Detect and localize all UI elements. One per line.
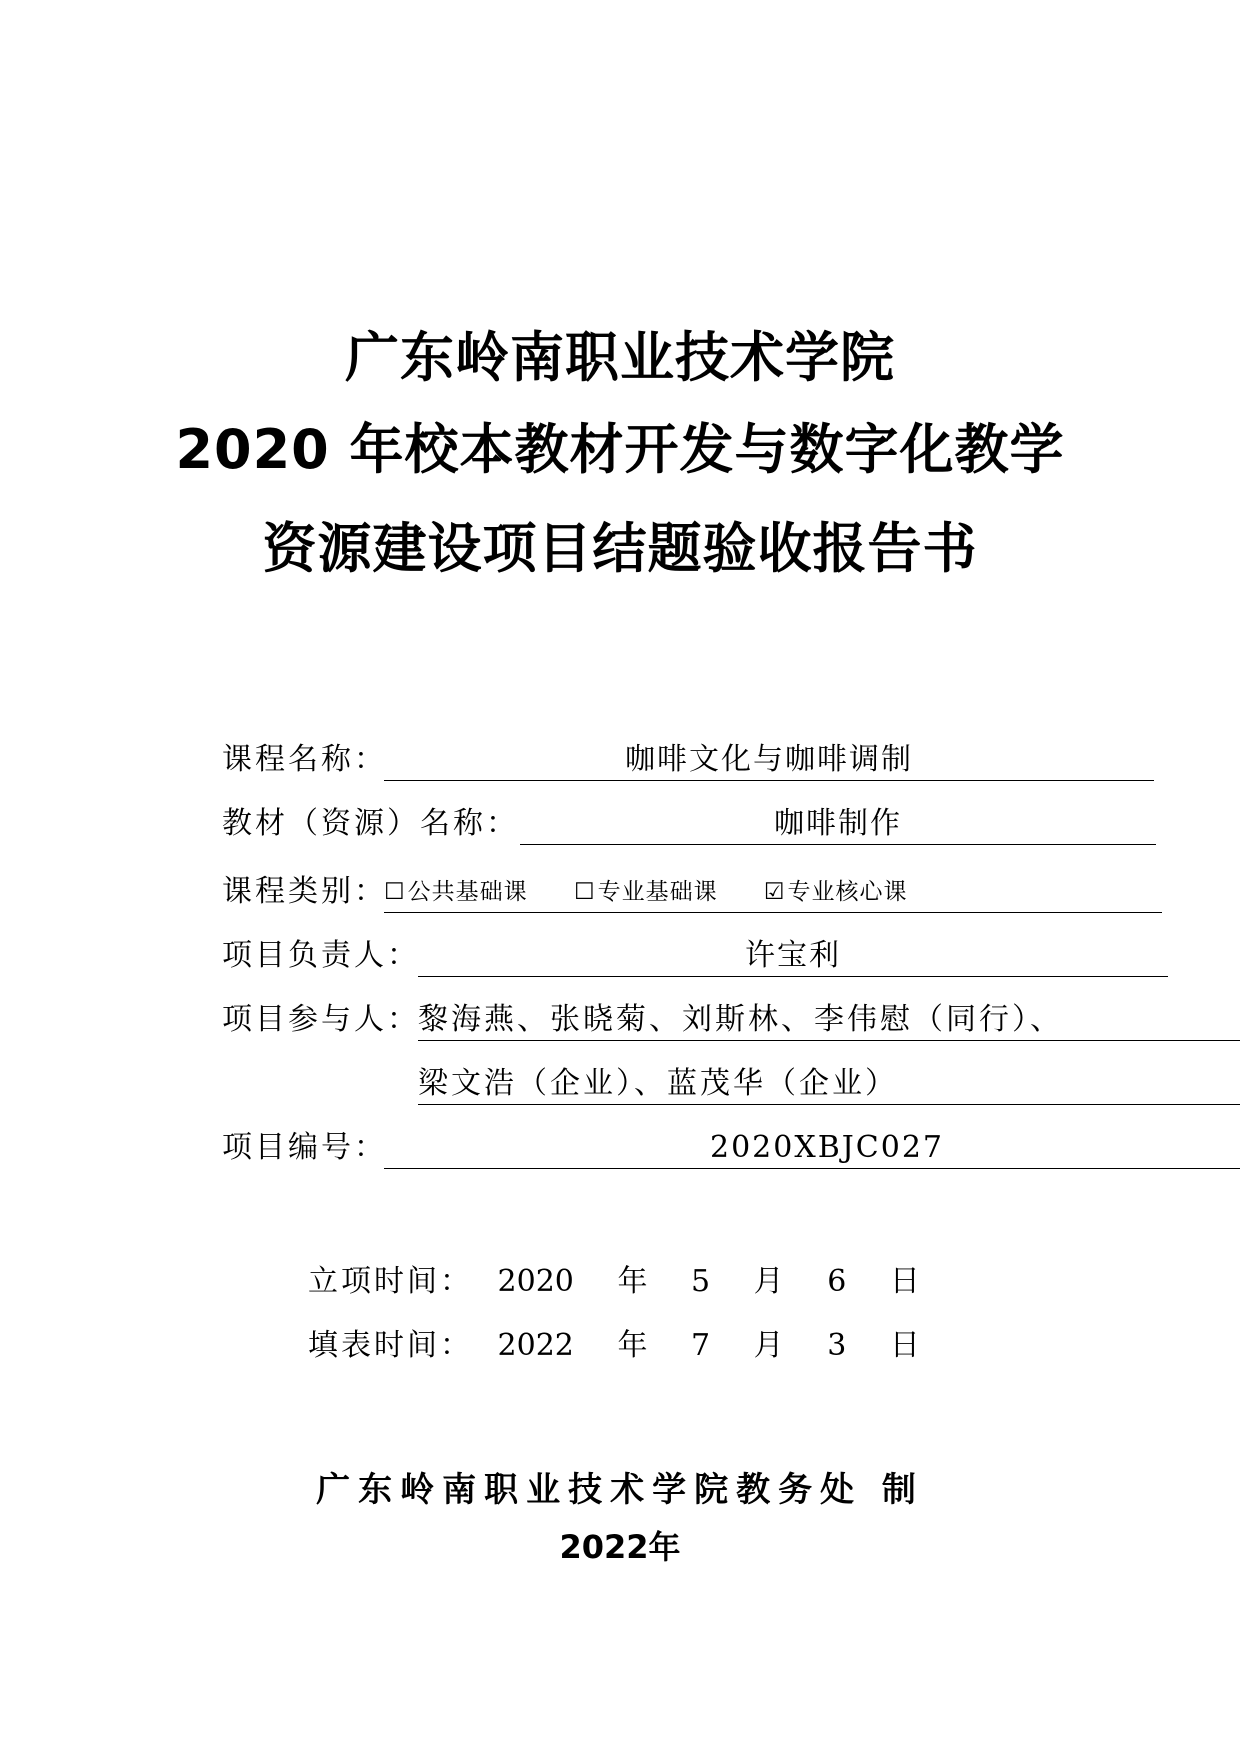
project-number-label: 项目编号： — [222, 1130, 387, 1165]
filled-year: 2022 — [497, 1328, 574, 1363]
material-name-label: 教材（资源）名称： — [222, 806, 519, 841]
option-label: 专业基础课 — [597, 879, 718, 905]
course-name-label: 课程名称： — [222, 742, 387, 777]
day-unit: 日 — [889, 1328, 920, 1363]
option-label: 专业核心课 — [787, 879, 908, 905]
title-line-3: 资源建设项目结题验收报告书 — [262, 517, 978, 580]
participants-line-2: 梁文浩（企业）、蓝茂华（企业） — [418, 1064, 1240, 1105]
title-line-1: 广东岭南职业技术学院 — [345, 326, 895, 389]
approval-date-label: 立项时间： — [308, 1264, 473, 1299]
option-public-basic — [384, 872, 528, 912]
course-type-options — [384, 872, 1162, 913]
participants-label: 项目参与人： — [222, 1002, 420, 1037]
month-unit: 月 — [753, 1264, 784, 1299]
filled-month: 7 — [691, 1328, 711, 1363]
project-leader-value: 许宝利 — [418, 936, 1168, 977]
year-unit: 年 — [617, 1328, 648, 1363]
day-unit: 日 — [889, 1264, 920, 1299]
course-type-label: 课程类别： — [222, 874, 387, 909]
option-label: 公共基础课 — [407, 879, 528, 905]
filled-date-row — [308, 1326, 954, 1366]
project-number-value: 2020XBJC027 — [384, 1128, 1240, 1169]
title-line-2: 2020 年校本教材开发与数字化教学 — [175, 418, 1065, 481]
option-professional-core — [764, 872, 908, 912]
material-name-value: 咖啡制作 — [520, 804, 1156, 845]
course-name-value: 咖啡文化与咖啡调制 — [384, 740, 1154, 781]
approval-month: 5 — [691, 1264, 711, 1299]
project-leader-label: 项目负责人： — [222, 938, 420, 973]
checked-checkbox-icon: ☑ — [763, 879, 786, 905]
footer-issuer: 广东岭南职业技术学院教务处 制 — [316, 1470, 924, 1510]
month-unit: 月 — [753, 1328, 784, 1363]
participants-line-1: 黎海燕、张晓菊、刘斯林、李伟慰（同行）、 — [418, 1000, 1240, 1041]
filled-day: 3 — [827, 1328, 847, 1363]
option-professional-basic — [574, 872, 718, 912]
filled-date-label: 填表时间： — [308, 1328, 473, 1363]
checkbox-icon: ☐ — [573, 879, 596, 905]
checkbox-icon: ☐ — [384, 879, 406, 905]
approval-year: 2020 — [497, 1264, 574, 1299]
footer-year: 2022年 — [559, 1528, 681, 1566]
approval-day: 6 — [827, 1264, 847, 1299]
approval-date-row — [308, 1262, 954, 1302]
year-unit: 年 — [617, 1264, 648, 1299]
